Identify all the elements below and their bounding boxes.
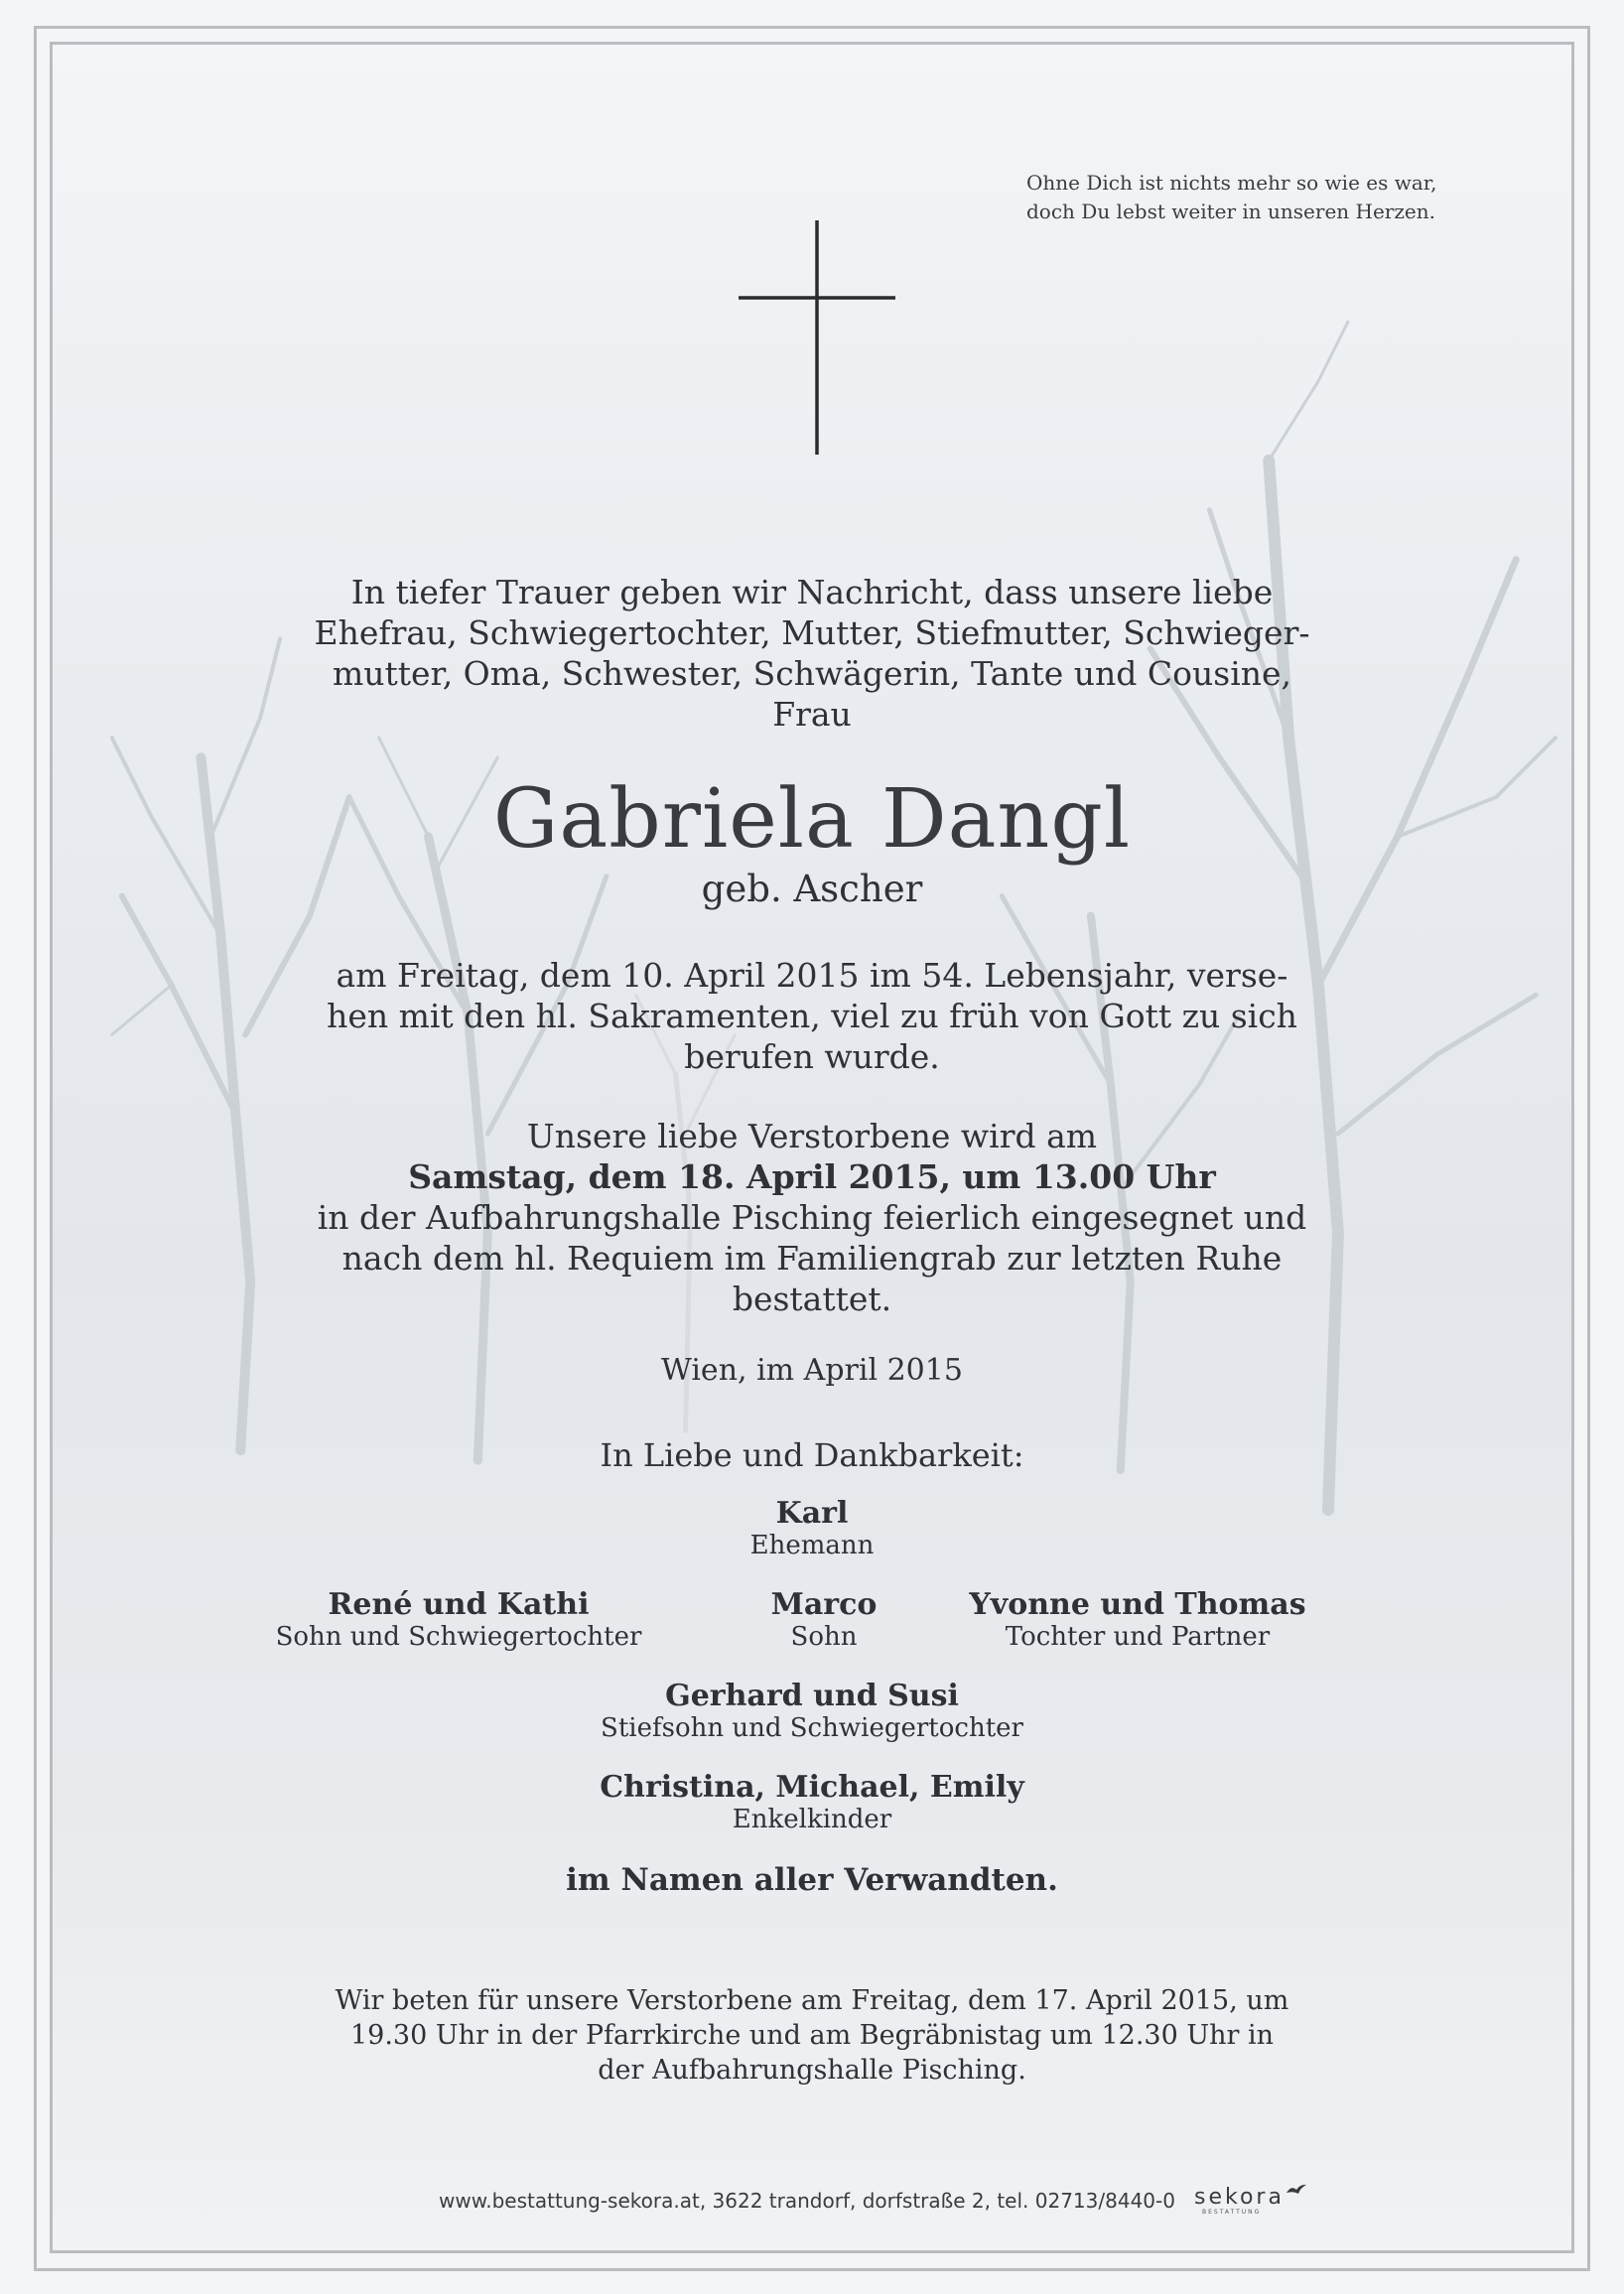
mourner-name: Gerhard und Susi	[665, 1679, 959, 1713]
birth-name: geb. Ascher	[701, 868, 923, 910]
motto-line: Ohne Dich ist nichts mehr so wie es war,	[1026, 171, 1437, 195]
bird-icon	[1286, 2183, 1307, 2197]
mourner-karl	[613, 1497, 1011, 1560]
logo-subtitle: BESTATTUNG	[1202, 2209, 1262, 2216]
mourner-relation: Tochter und Partner	[1005, 1622, 1271, 1652]
logo-wordmark: sekora	[1194, 2185, 1285, 2210]
sekora-logo	[1194, 2185, 1285, 2216]
cross-icon	[737, 220, 897, 455]
death-paragraph	[216, 955, 1408, 1077]
funeral-paragraph	[216, 1116, 1408, 1319]
motto-quote	[1026, 169, 1473, 226]
mourner-marco	[675, 1588, 973, 1652]
death-line: am Freitag, dem 10. April 2015 im 54. Lebensjahr, verse-	[336, 956, 1288, 995]
prayer-line: 19.30 Uhr in der Pfarrkirche und am Begräbnistag um 12.30 Uhr in	[349, 2020, 1275, 2051]
funeral-line: in der Aufbahrungshalle Pisching feierlich eingesegnet und	[317, 1198, 1307, 1237]
mourner-relation: Stiefsohn und Schwiegertochter	[601, 1713, 1023, 1743]
intro-line: Frau	[772, 695, 852, 734]
funeral-date: Samstag, dem 18. April 2015, um 13.00 Uhr	[408, 1157, 1216, 1196]
mourner-name: Karl	[775, 1496, 849, 1531]
mourner-yvonne	[939, 1588, 1336, 1652]
mourner-relation: Enkelkinder	[732, 1805, 892, 1834]
funeral-line: bestattet.	[732, 1280, 892, 1318]
gratitude-heading: In Liebe und Dankbarkeit:	[600, 1436, 1024, 1474]
mourner-relation: Sohn und Schwiegertochter	[275, 1622, 642, 1652]
mourner-gerhard	[564, 1680, 1060, 1743]
mourner-grandchildren	[564, 1771, 1060, 1834]
funeral-line: Unsere liebe Verstorbene wird am	[526, 1117, 1098, 1155]
place-date: Wien, im April 2015	[661, 1353, 963, 1388]
mourner-name: Marco	[770, 1587, 878, 1622]
intro-line: In tiefer Trauer geben wir Nachricht, dass unsere liebe	[350, 573, 1274, 611]
motto-line: doch Du lebst weiter in unseren Herzen.	[1026, 200, 1435, 223]
deceased-name: Gabriela Dangl	[492, 772, 1132, 867]
intro-line: mutter, Oma, Schwester, Schwägerin, Tante und Cousine,	[332, 654, 1292, 693]
prayer-line: der Aufbahrungshalle Pisching.	[598, 2055, 1026, 2086]
footer-contact: www.bestattung-sekora.at, 3622 trandorf, dorfstraße 2, tel. 02713/8440-0	[439, 2189, 1175, 2213]
prayer-line: Wir beten für unsere Verstorbene am Freitag, dem 17. April 2015, um	[335, 1985, 1289, 2016]
death-line: berufen wurde.	[684, 1037, 940, 1076]
closing-line: im Namen aller Verwandten.	[566, 1862, 1058, 1898]
mourner-name: Yvonne und Thomas	[969, 1587, 1306, 1622]
mourner-relation: Ehemann	[749, 1531, 875, 1560]
intro-paragraph	[216, 572, 1408, 735]
death-line: hen mit den hl. Sakramenten, viel zu früh von Gott zu sich	[327, 997, 1297, 1035]
intro-line: Ehefrau, Schwiegertochter, Mutter, Stiefmutter, Schwieger-	[314, 613, 1310, 652]
mourner-name: Christina, Michael, Emily	[600, 1770, 1024, 1805]
funeral-line: nach dem hl. Requiem im Familiengrab zur letzten Ruhe	[341, 1239, 1283, 1278]
mourner-rene	[260, 1588, 657, 1652]
mourner-name: René und Kathi	[328, 1587, 590, 1622]
mourner-relation: Sohn	[790, 1622, 858, 1652]
prayer-paragraph	[216, 1983, 1408, 2088]
